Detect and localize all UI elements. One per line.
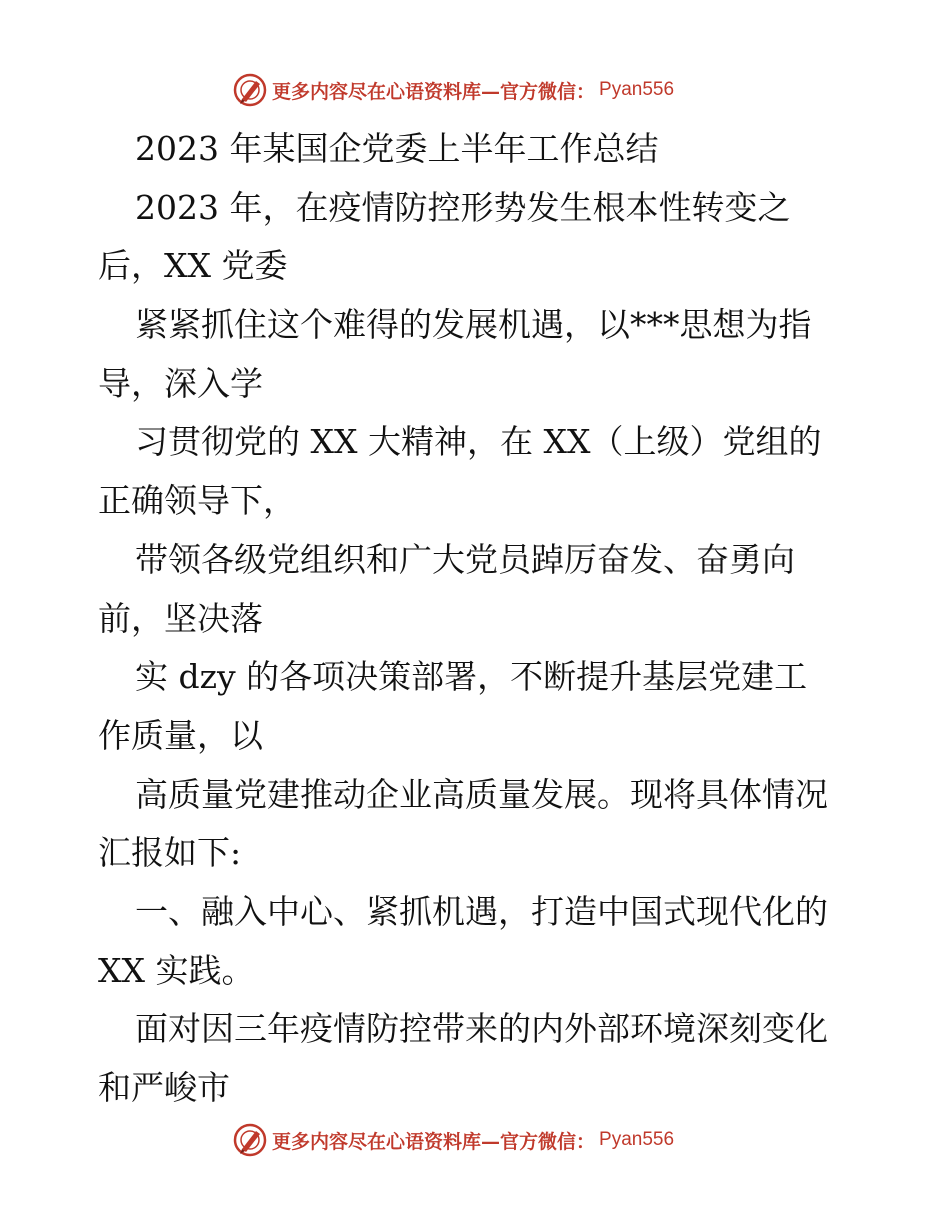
pen-logo-icon	[232, 1122, 268, 1158]
paragraph-line: 紧紧抓住这个难得的发展机遇，以***思想为指	[135, 305, 812, 345]
paragraph-line: 导，深入学	[98, 363, 263, 403]
paragraph-line: 习贯彻党的 XX 大精神，在 XX（上级）党组的	[135, 422, 822, 462]
paragraph-line: 汇报如下:	[98, 833, 242, 873]
section-heading: 一、融入中心、紧抓机遇，打造中国式现代化的	[135, 891, 828, 931]
pen-logo-icon	[232, 72, 268, 108]
footer-watermark	[232, 1120, 674, 1160]
paragraph-line: 和严峻市	[98, 1068, 230, 1107]
document-body	[98, 120, 858, 1118]
paragraph-line: 正确领导下，	[98, 481, 296, 521]
paragraph-line: 后，XX 党委	[98, 246, 288, 286]
watermark-text: 更多内容尽在心语资料库—官方微信：	[272, 80, 596, 103]
paragraph-line: 高质量党建推动企业高质量发展。现将具体情况	[135, 774, 828, 814]
paragraph-line: 实 dzy 的各项决策部署，不断提升基层党建工	[135, 657, 808, 697]
document-title: 2023 年某国企党委上半年工作总结	[135, 129, 659, 168]
watermark-wechat-id: Pyan556	[599, 1129, 675, 1150]
paragraph-line: 2023 年，在疫情防控形势发生根本性转变之	[135, 187, 791, 227]
watermark-text: 更多内容尽在心语资料库—官方微信：	[272, 1130, 596, 1153]
paragraph-line: 作质量，以	[98, 715, 263, 755]
watermark-wechat-id: Pyan556	[599, 79, 675, 100]
header-watermark	[232, 70, 674, 110]
section-heading: XX 实践。	[98, 950, 255, 990]
paragraph-line: 面对因三年疫情防控带来的内外部环境深刻变化	[135, 1009, 828, 1049]
paragraph-line: 带领各级党组织和广大党员踔厉奋发、奋勇向	[135, 539, 795, 579]
paragraph-line: 前，坚决落	[98, 598, 263, 638]
